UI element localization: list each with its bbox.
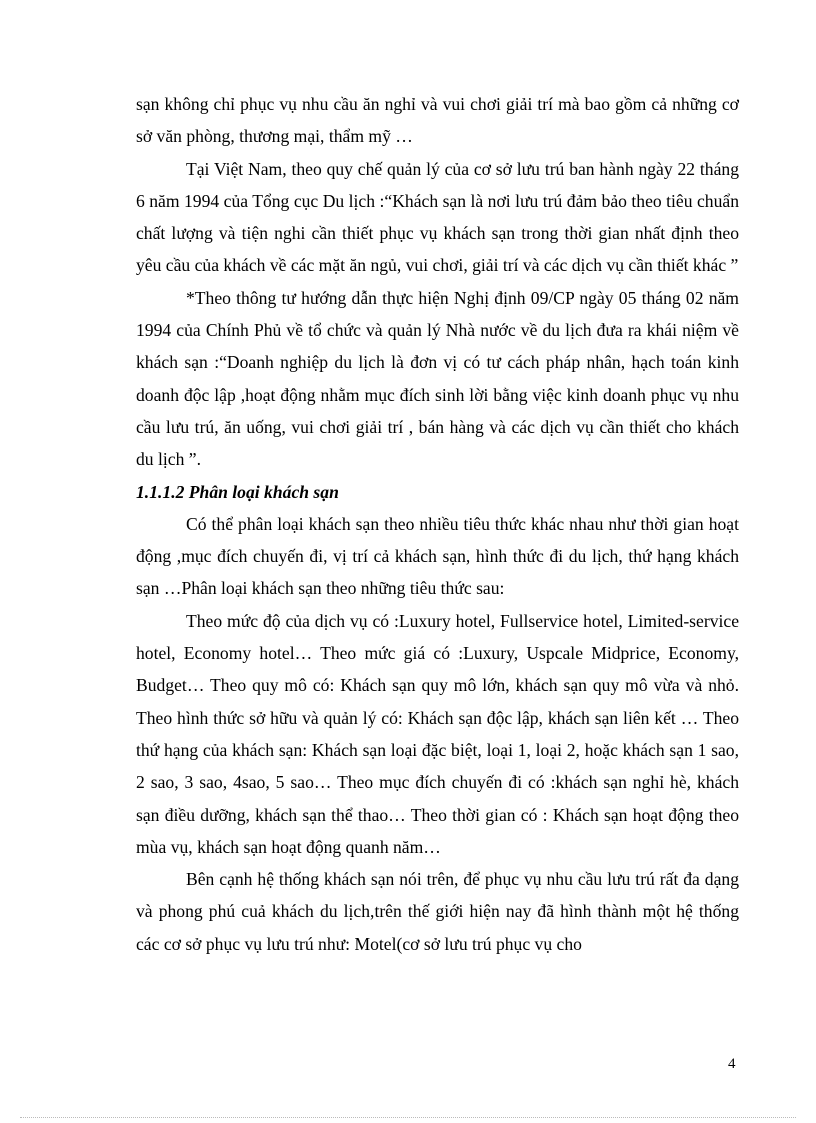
- page-number: 4: [728, 1056, 736, 1072]
- paragraph: Tại Việt Nam, theo quy chế quản lý của cơ sở lưu trú ban hành ngày 22 tháng 6 năm 1994 của Tổng cục Du lịch :“Khách sạn là nơi lưu trú đảm bảo theo tiêu chuẩn chất lượng và tiện nghi cần thiết phục vụ khách sạn trong thời gian nhất định theo yêu cầu của khách về các mặt ăn ngủ, vui chơi, giải trí và các dịch vụ cần thiết khác ”: [136, 158, 739, 276]
- paragraph: *Theo thông tư hướng dẫn thực hiện Nghị định 09/CP ngày 05 tháng 02 năm 1994 của Chính Phủ về tổ chức và quản lý Nhà nước về du lịch đưa ra khái niệm về khách sạn :“Doanh nghiệp du lịch là đơn vị có tư cách pháp nhân, hạch toán kinh doanh độc lập ,hoạt động nhằm mục đích sinh lời bằng việc kinh doanh phục vụ nhu cầu lưu trú, ăn uống, vui chơi giải trí , bán hàng và các dịch vụ cần thiết cho khách du lịch ”.: [136, 287, 739, 470]
- document-body: [136, 88, 739, 960]
- paragraph: Bên cạnh hệ thống khách sạn nói trên, để phục vụ nhu cầu lưu trú rất đa dạng và phong phú cuả khách du lịch,trên thế giới hiện nay đã hình thành một hệ thống các cơ sở phục vụ lưu trú như: Motel(cơ sở lưu trú phục vụ cho: [136, 869, 739, 954]
- page-bottom-divider: [20, 1117, 796, 1118]
- paragraph: sạn không chỉ phục vụ nhu cầu ăn nghỉ và vui chơi giải trí mà bao gồm cả những cơ sở văn phòng, thương mại, thẩm mỹ …: [136, 94, 739, 147]
- section-heading: 1.1.1.2 Phân loại khách sạn: [136, 481, 339, 502]
- paragraph: Có thể phân loại khách sạn theo nhiều tiêu thức khác nhau như thời gian hoạt động ,mục đích chuyến đi, vị trí cả khách sạn, hình thức đi du lịch, thứ hạng khách sạn …Phân loại khách sạn theo những tiêu thức sau:: [136, 513, 739, 599]
- paragraph: Theo mức độ của dịch vụ có :Luxury hotel, Fullservice hotel, Limited-service hotel, Economy hotel… Theo mức giá có :Luxury, Uspcale Midprice, Economy, Budget… Theo quy mô có: Khách sạn quy mô lớn, khách sạn quy mô vừa và nhỏ. Theo hình thức sở hữu và quản lý có: Khách sạn độc lập, khách sạn liên kết … Theo thứ hạng của khách sạn: Khách sạn loại đặc biệt, loại 1, loại 2, hoặc khách sạn 1 sao, 2 sao, 3 sao, 4sao, 5 sao… Theo mục đích chuyến đi có :khách sạn nghỉ hè, khách sạn điều dưỡng, khách sạn thể thao… Theo thời gian có : Khách sạn hoạt động theo mùa vụ, khách sạn hoạt động quanh năm…: [136, 610, 739, 857]
